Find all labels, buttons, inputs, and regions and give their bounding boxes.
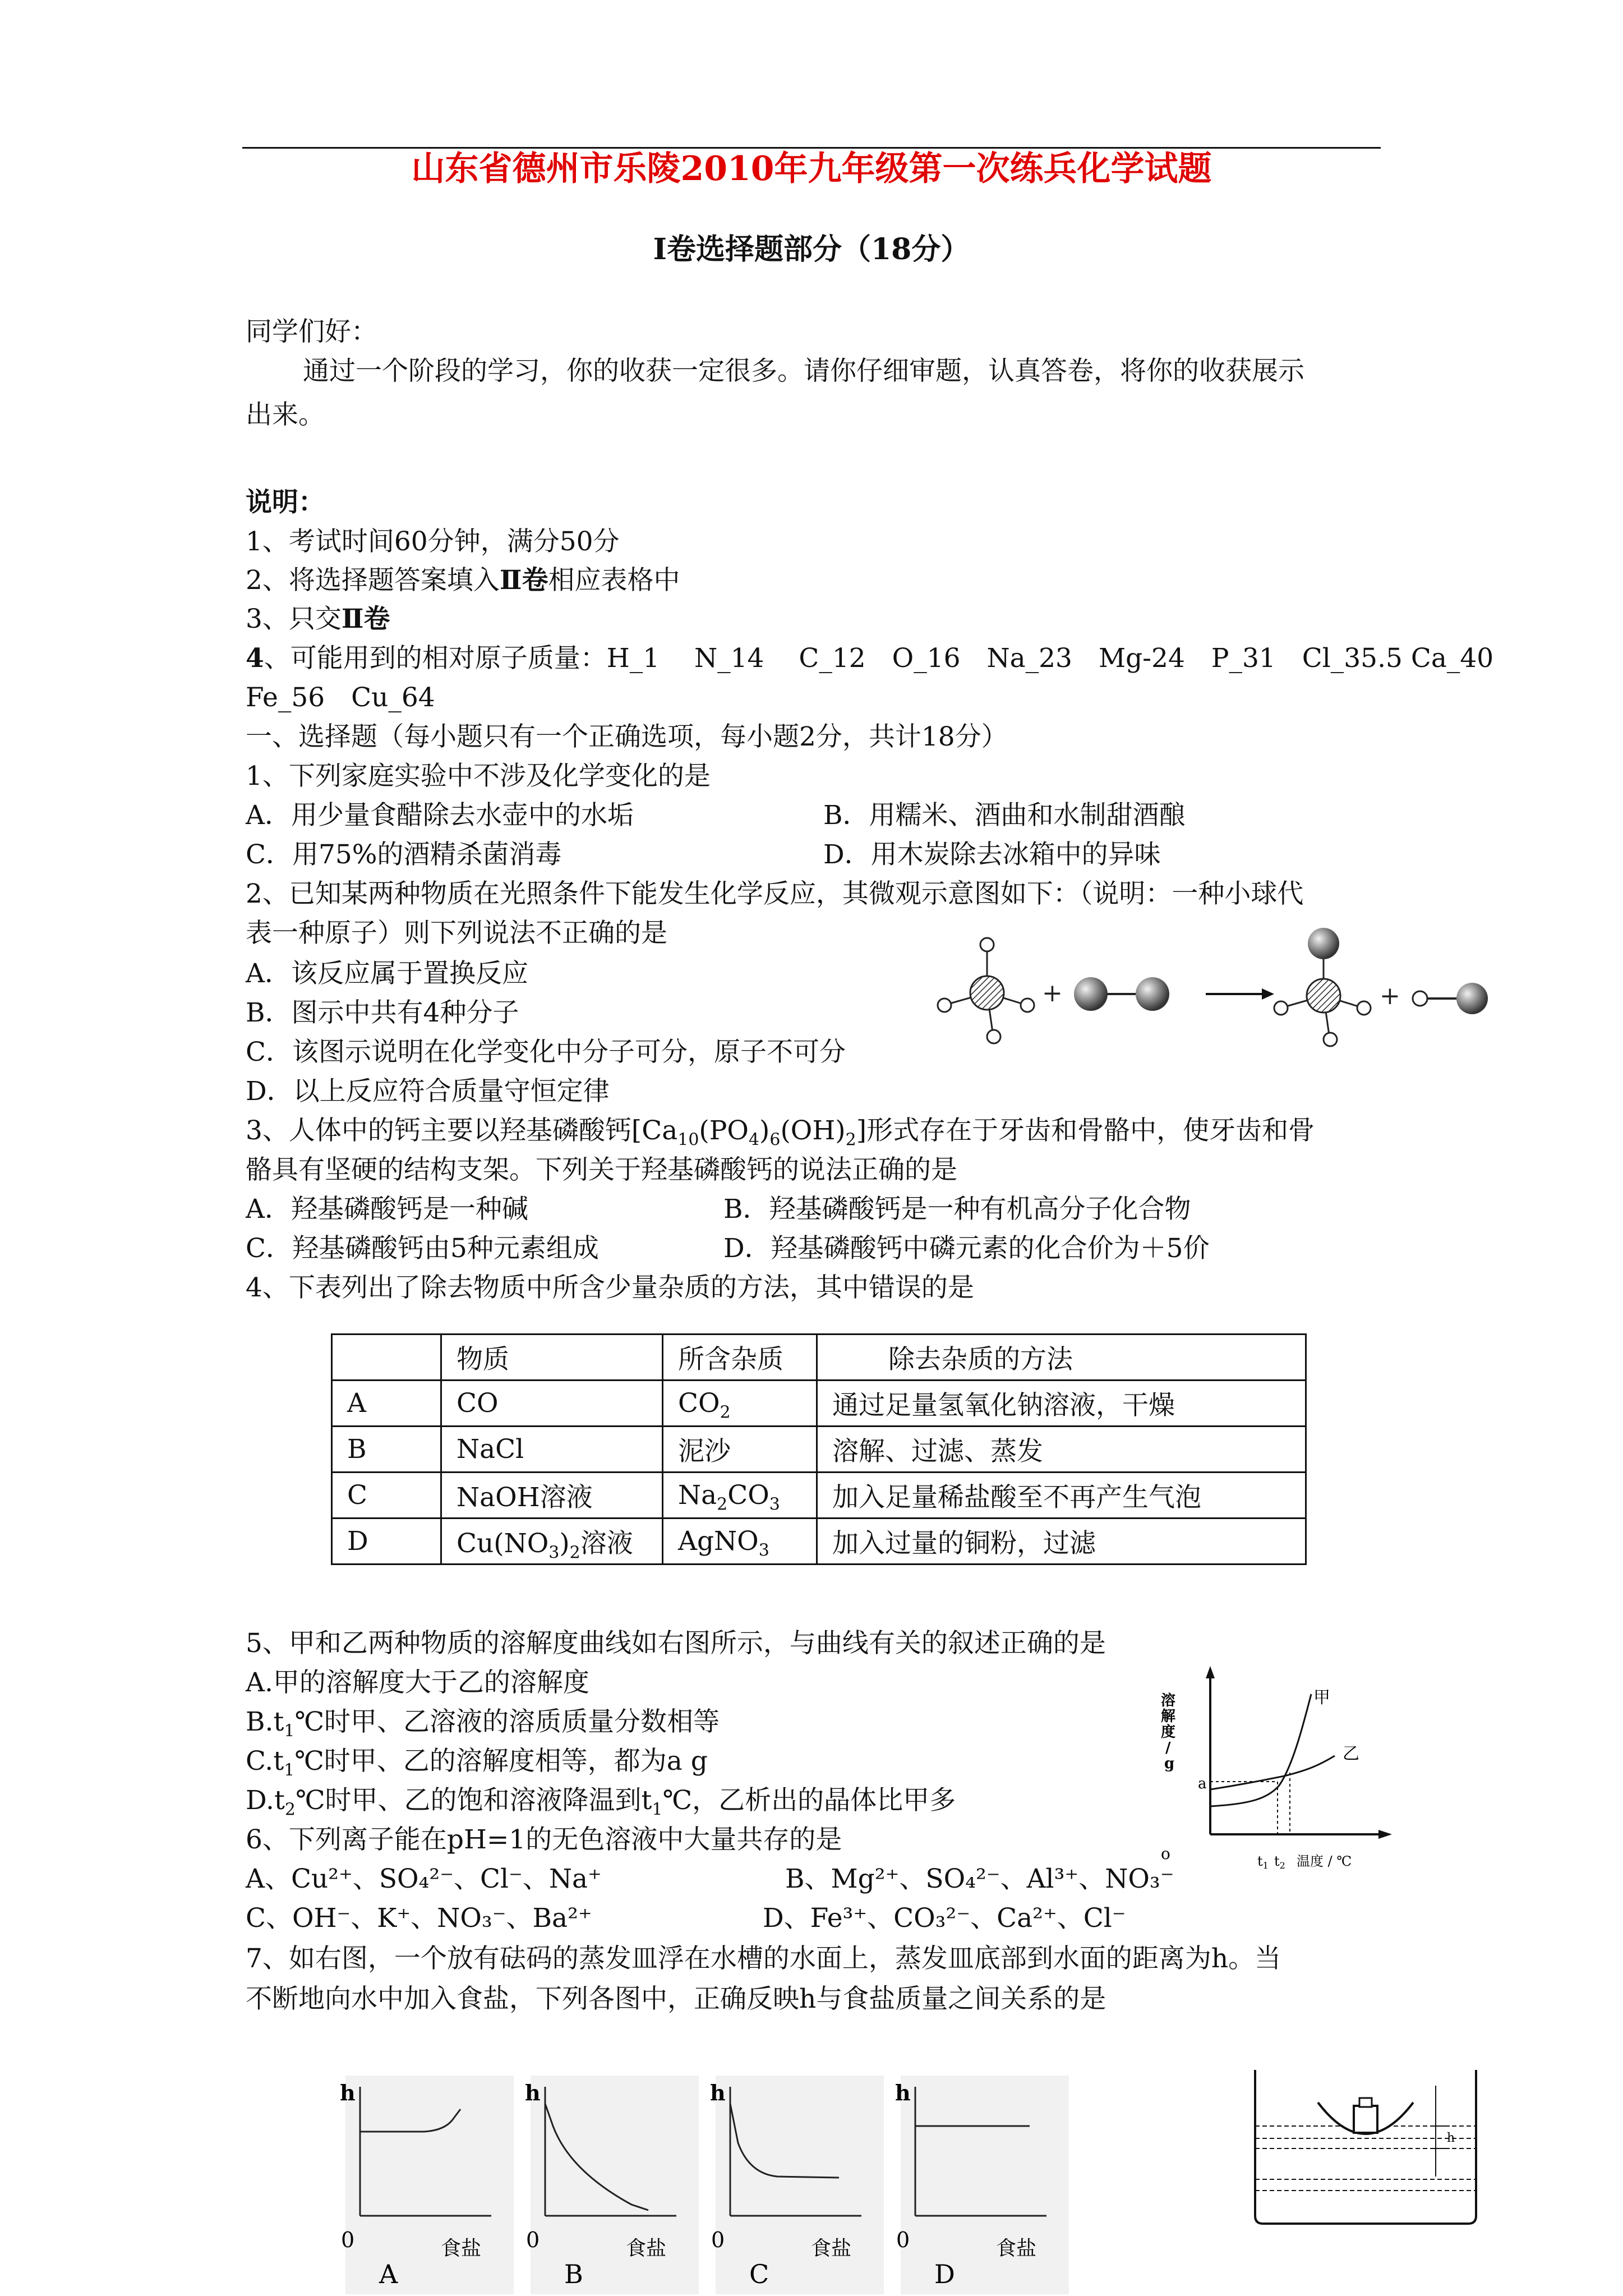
label-a: a [1198,1775,1207,1792]
ylabel-2: 解 [1161,1708,1176,1725]
q2-stem-1: 2、已知某两种物质在光照条件下能发生化学反应，其微观示意图如下：（说明：一种小球代 [246,878,1304,909]
q7-stem-2: 不断地向水中加入食盐，下列各图中，正确反映h与食盐质量之间关系的是 [246,1984,1106,2014]
formula-text: Cu(NO [457,1528,549,1559]
formula-sub: 3 [758,1540,769,1561]
q5-option-a: A.甲的溶解度大于乙的溶解度 [246,1667,589,1698]
greeting-salutation: 同学们好： [246,316,377,347]
table-cell: NaOH溶液 [441,1473,663,1519]
ylabel-4: / [1165,1740,1171,1756]
table-cell: 加入过量的铜粉，过滤 [817,1519,1306,1565]
solubility-curve-figure [1150,1666,1396,1879]
table-cell [332,1335,441,1381]
svg-text:+: + [1380,982,1400,1010]
formula-text: CO [678,1388,720,1419]
graph-option-label: C [749,2259,769,2289]
q1-option-c: C．用75%的酒精杀菌消毒 [246,839,562,870]
note-4-num: 4 [246,643,264,674]
graph-y-label: h [710,2080,726,2105]
table-cell: 溶解、过滤、蒸发 [817,1427,1306,1473]
q5-d-text2: ℃时甲、乙的饱和溶液降温到t [295,1785,652,1816]
note-2-b: Ⅱ卷 [499,565,548,596]
q2-stem-2: 表一种原子）则下列说法不正确的是 [246,918,667,949]
q5-option-d [246,1784,956,1818]
greeting-line-1: 通过一个阶段的学习，你的收获一定很多。请你仔细审题，认真答卷，将你的收获展示 [303,356,1304,386]
q5-d-text: D.t [246,1785,285,1816]
table-cell [663,1519,817,1565]
graph-origin: 0 [526,2228,540,2252]
impurity-table [331,1333,1307,1565]
q5-b-sub: 1 [284,1721,295,1741]
q5-c-sub: 1 [284,1760,295,1780]
section-title: Ⅰ卷选择题部分（18分） [653,232,970,266]
product-molecule-2 [1413,983,1488,1014]
q1-option-b: B．用糯米、酒曲和水制甜酒酿 [823,800,1186,831]
table-header: 除去杂质的方法 [817,1335,1306,1381]
ylabel-5: g [1164,1755,1175,1772]
table-cell: C [332,1473,441,1519]
graph-y-label: h [525,2080,541,2105]
q3-text-e: ]形式存在于牙齿和骨骼中，使牙齿和骨 [856,1115,1315,1146]
q5-option-b [246,1705,720,1739]
label-xaxis: 温度 / ℃ [1297,1853,1352,1869]
graph-x-label: 食盐 [811,2237,852,2260]
notes-heading: 说明： [246,487,325,518]
table-cell [441,1519,663,1565]
greeting-line-2: 出来。 [246,399,325,430]
note-3-a: 3、只交 [246,604,342,634]
q1-option-a: A．用少量食醋除去水壶中的水垢 [246,800,634,831]
graph-option-label: A [379,2259,398,2289]
formula-sub: 3 [769,1494,780,1515]
table-cell [663,1381,817,1427]
graph-c [710,2076,884,2294]
q3-option-b: B．羟基磷酸钙是一种有机高分子化合物 [723,1194,1191,1225]
reaction-diagram [931,920,1503,1055]
q3-option-c: C．羟基磷酸钙由5种元素组成 [246,1233,599,1264]
q2-option-b: B．图示中共有4种分子 [246,997,519,1028]
table-header: 所含杂质 [663,1335,817,1381]
q3-option-d: D．羟基磷酸钙中磷元素的化合价为＋5价 [723,1233,1210,1264]
q7-stem-1: 7、如右图，一个放有砝码的蒸发皿浮在水槽的水面上，蒸发皿底部到水面的距离为h。当 [246,1943,1281,1974]
graph-x-label: 食盐 [441,2237,482,2260]
q5-d-sub: 2 [284,1800,296,1820]
note-4-cont: Fe_56 Cu_64 [246,682,435,713]
note-3 [246,602,390,636]
q5-option-c [246,1745,708,1778]
q3-sub-4: 4 [748,1130,760,1150]
ylabel-1: 溶 [1161,1692,1176,1709]
table-row [332,1473,1306,1519]
note-4 [246,642,1493,675]
q6-option-c: C、OH⁻、K⁺、NO₃⁻、Ba²⁺ [246,1903,592,1934]
q5-b-text2: ℃时甲、乙溶液的溶质质量分数相等 [294,1706,720,1737]
formula-text: Na [678,1480,717,1511]
q2-option-a: A．该反应属于置换反应 [246,958,528,989]
formula-text: ) [559,1528,570,1559]
q6-option-d: D、Fe³⁺、CO₃²⁻、Ca²⁺、Cl⁻ [763,1903,1126,1934]
label-t1: $t_1$ [1257,1853,1269,1871]
table-header-row [332,1335,1306,1381]
q3-sub-6: 6 [769,1130,781,1150]
graph-option-label: D [934,2259,955,2289]
q5-c-text: C.t [246,1746,284,1777]
formula-text: CO [727,1480,769,1511]
graph-b [525,2076,699,2294]
curve-yi [1210,1756,1335,1789]
table-cell [663,1473,817,1519]
table-row [332,1381,1306,1427]
table-header: 物质 [441,1335,663,1381]
q5-d-text3: ℃，乙析出的晶体比甲多 [662,1785,956,1816]
table-cell: 通过足量氢氧化钠溶液，干燥 [817,1381,1306,1427]
graph-a [340,2076,514,2294]
q3-text-c: ) [759,1115,770,1146]
q5-c-text2: ℃时甲、乙的溶解度相等，都为a g [294,1746,708,1777]
q6-option-b: B、Mg²⁺、SO₄²⁻、Al³⁺、NO₃⁻ [785,1864,1174,1894]
formula-text: 溶液 [580,1528,633,1559]
product-molecule-1 [1274,928,1371,1046]
q2-option-c: C．该图示说明在化学变化中分子可分，原子不可分 [246,1037,846,1068]
tank-label-h: h [1447,2131,1455,2145]
table-cell: 泥沙 [663,1427,817,1473]
q5-b-text: B.t [246,1706,284,1737]
q5-d-sub2: 1 [652,1800,663,1820]
q3-sub-2: 2 [845,1130,856,1150]
graph-d [895,2076,1069,2294]
q3-text-d: (OH) [780,1115,846,1146]
graph-option-label: B [564,2259,583,2289]
formula-sub: 3 [548,1543,560,1563]
q6-option-a: A、Cu²⁺、SO₄²⁻、Cl⁻、Na⁺ [246,1864,602,1894]
label-origin: o [1161,1844,1170,1863]
q3-text-a: 3、人体中的钙主要以羟基磷酸钙[Ca [246,1115,678,1146]
label-jia: 甲 [1313,1688,1330,1708]
graph-origin: 0 [341,2228,355,2252]
page-title: 山东省德州市乐陵2010年九年级第一次练兵化学试题 [411,149,1212,188]
note-1: 1、考试时间60分钟，满分50分 [246,526,620,557]
q6-stem: 6、下列离子能在pH=1的无色溶液中大量共存的是 [246,1824,842,1855]
q1-stem: 1、下列家庭实验中不涉及化学变化的是 [246,761,711,792]
q2-option-d: D．以上反应符合质量守恒定律 [246,1076,610,1107]
graph-origin: 0 [711,2228,725,2252]
formula-sub: 2 [569,1543,580,1563]
ylabel-3: 度 [1161,1724,1176,1741]
table-cell: B [332,1427,441,1473]
q3-option-a: A．羟基磷酸钙是一种碱 [246,1194,528,1225]
graph-origin: 0 [896,2228,910,2252]
graph-x-label: 食盐 [626,2237,667,2260]
evaporating-dish-tank-figure [1251,2064,1503,2227]
note-2-a: 2、将选择题答案填入 [246,565,500,596]
graph-y-label: h [340,2080,356,2105]
reaction-arrow [1206,988,1274,1000]
table-cell: D [332,1519,441,1565]
curve-jia [1210,1694,1311,1806]
table-row [332,1519,1306,1565]
formula-sub: 2 [717,1494,728,1515]
formula-sub: 2 [720,1402,731,1423]
note-2 [246,564,680,597]
table-row [332,1427,1306,1473]
q3-sub-10: 10 [677,1130,699,1150]
svg-text:+: + [1042,979,1063,1007]
note-4-text: 、可能用到的相对原子质量：H_1 N_14 C_12 O_16 Na_23 Mg-24 P_31 Cl_35.5 Ca_40 [264,643,1494,674]
label-t2: $t_2$ [1274,1853,1285,1871]
q3-stem-2: 骼具有坚硬的结构支架。下列关于羟基磷酸钙的说法正确的是 [246,1154,957,1185]
q3-text-b: (PO [699,1115,749,1146]
part1-heading: 一、选择题（每小题只有一个正确选项，每小题2分，共计18分） [246,721,1008,752]
reactant-molecule-1 [938,938,1034,1043]
q3-stem-1 [246,1114,1315,1148]
reactant-molecule-2 [1074,977,1169,1011]
note-3-b: Ⅱ卷 [341,604,390,634]
graph-x-label: 食盐 [996,2237,1037,2260]
q7-graphs [340,2076,1159,2294]
note-2-c: 相应表格中 [548,565,680,596]
table-cell: CO [441,1381,663,1427]
q5-stem: 5、甲和乙两种物质的溶解度曲线如右图所示，与曲线有关的叙述正确的是 [246,1628,1106,1659]
label-yi: 乙 [1343,1744,1359,1764]
table-cell: A [332,1381,441,1427]
table-cell: NaCl [441,1427,663,1473]
graph-y-label: h [895,2080,911,2105]
q4-stem: 4、下表列出了除去物质中所含少量杂质的方法，其中错误的是 [246,1272,974,1303]
table-cell: 加入足量稀盐酸至不再产生气泡 [817,1473,1306,1519]
weight-icon [1354,2106,1377,2133]
q1-option-d: D．用木炭除去冰箱中的异味 [823,839,1161,870]
formula-text: AgNO [678,1526,759,1557]
